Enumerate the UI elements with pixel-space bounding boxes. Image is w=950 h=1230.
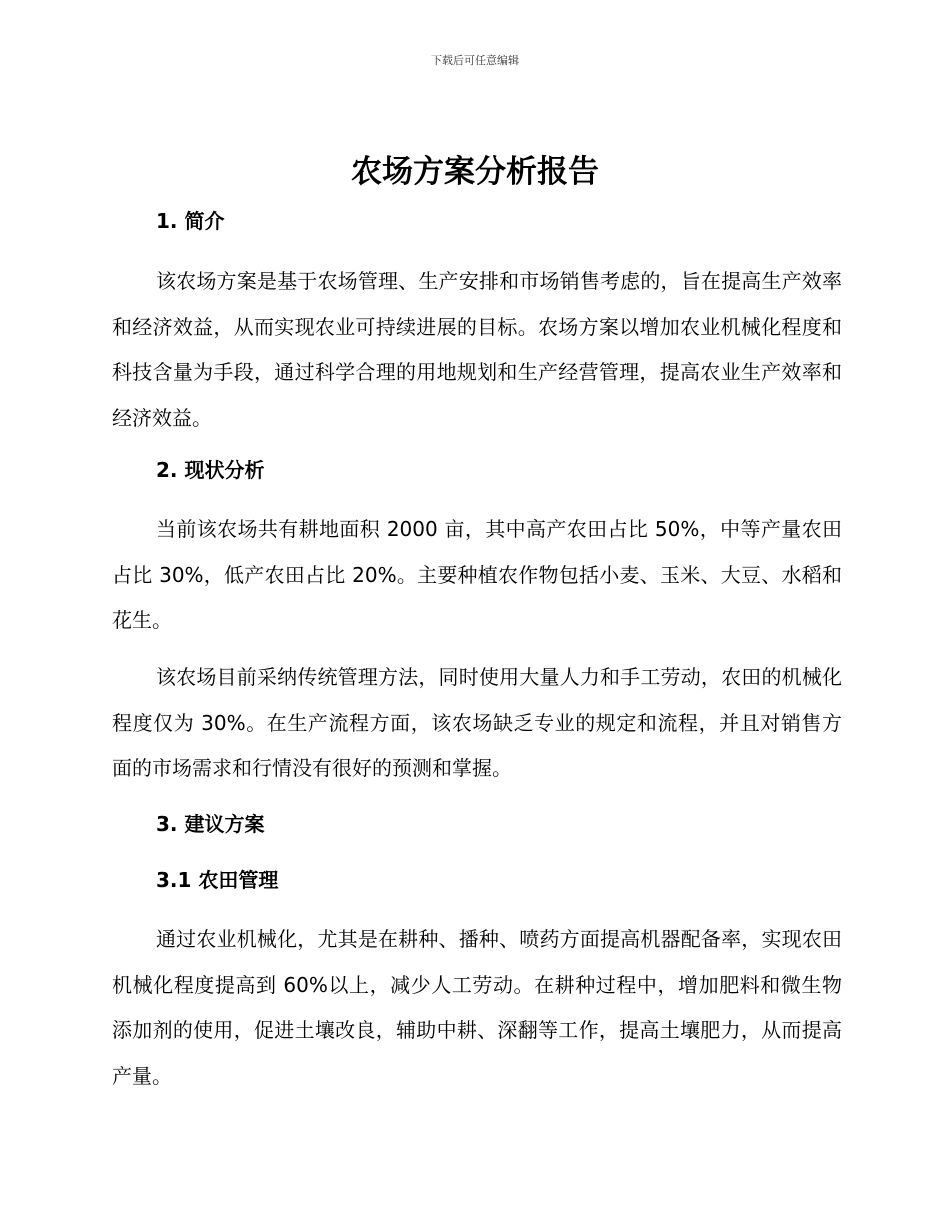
- header-note: 下载后可任意编辑: [431, 54, 519, 67]
- paragraph-intro: 该农场方案是基于农场管理、生产安排和市场销售考虑的，旨在提高生产效率和经济效益，从而实现农业可持续进展的目标。农场方案以增加农业机械化程度和科技含量为手段，通过科学合理的用地规划和生产经营管理，提高农业生产效率和经济效益。: [112, 269, 842, 430]
- subsection-heading-farmland: 3.1 农田管理: [156, 868, 279, 892]
- document-title: 农场方案分析报告: [351, 154, 599, 190]
- paragraph-farmland: 通过农业机械化，尤其是在耕种、播种、喷药方面提高机器配备率，实现农田机械化程度提高到 60%以上，减少人工劳动。在耕种过程中，增加肥料和微生物添加剂的使用，促进土壤改良，辅助中耕、深翻等工作，提高土壤肥力，从而提高产量。: [112, 927, 842, 1088]
- section-heading-status: 2. 现状分析: [156, 458, 265, 482]
- section-heading-proposal: 3. 建议方案: [156, 812, 265, 836]
- paragraph-status-1: 当前该农场共有耕地面积 2000 亩，其中高产农田占比 50%，中等产量农田占比 30%，低产农田占比 20%。主要种植农作物包括小麦、玉米、大豆、水稻和花生。: [112, 517, 842, 633]
- section-heading-intro: 1. 简介: [156, 209, 225, 233]
- paragraph-status-2: 该农场目前采纳传统管理方法，同时使用大量人力和手工劳动，农田的机械化程度仅为 30%。在生产流程方面，该农场缺乏专业的规定和流程，并且对销售方面的市场需求和行情没有很好的预测和掌握。: [112, 665, 842, 781]
